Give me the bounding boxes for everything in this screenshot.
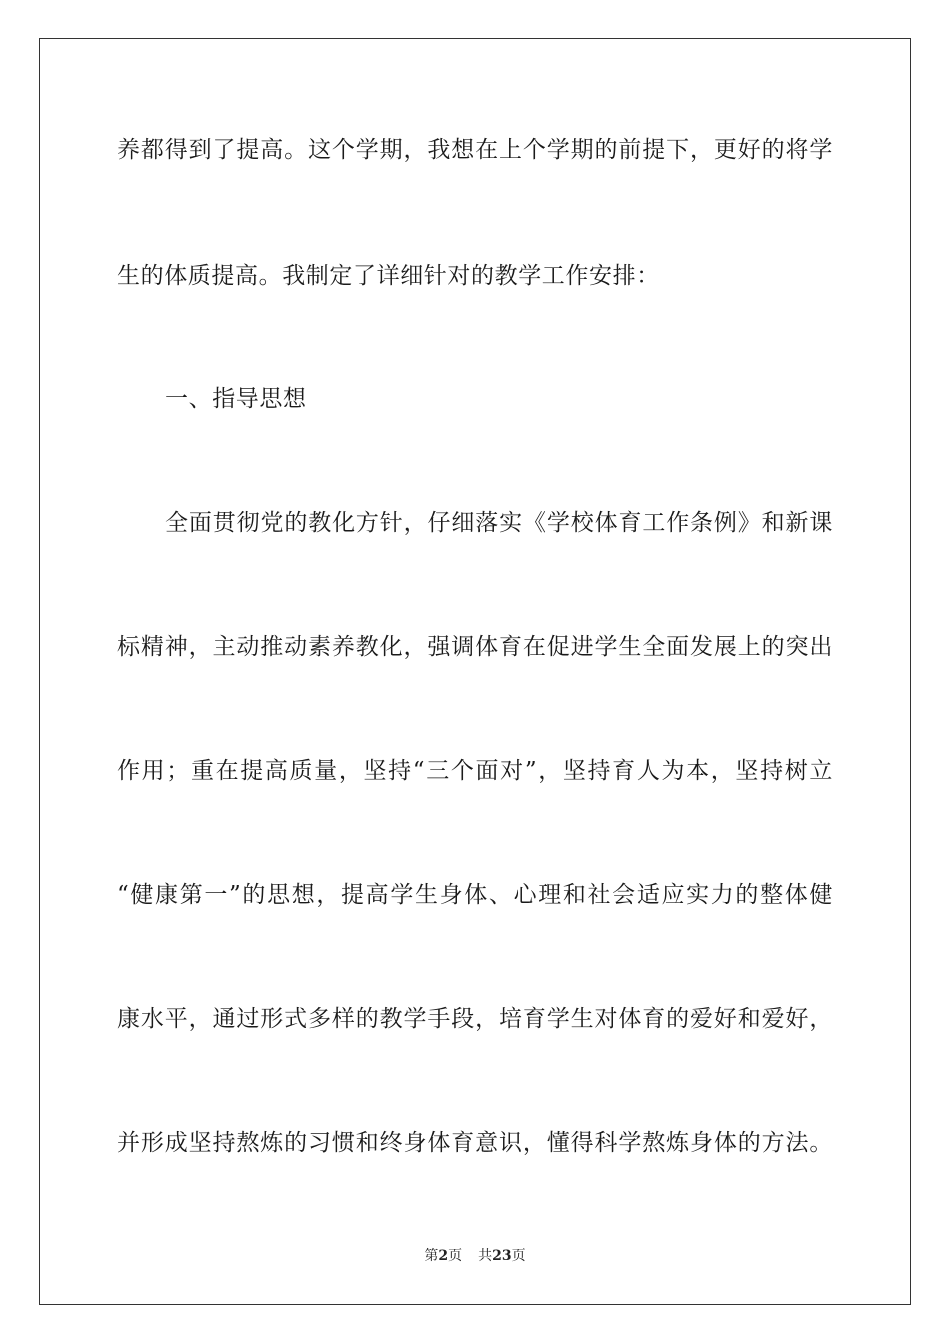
total-prefix: 共 xyxy=(478,1248,493,1264)
section-heading: 一、指导思想 xyxy=(165,386,307,412)
total-suffix: 页 xyxy=(511,1248,526,1264)
page-frame xyxy=(39,38,911,1305)
body-text-line-6: “健康第一”的思想，提高学生身体、心理和社会适应实力的整体健 xyxy=(117,882,833,908)
body-text-line-1: 养都得到了提高。这个学期，我想在上个学期的前提下，更好的将学 xyxy=(117,137,833,163)
page-prefix: 第 xyxy=(424,1248,439,1264)
total-pages: 23 xyxy=(492,1248,512,1264)
page-footer xyxy=(0,1246,950,1266)
body-text-line-4: 标精神，主动推动素养教化，强调体育在促进学生全面发展上的突出 xyxy=(117,634,833,660)
page-number: 2 xyxy=(438,1248,449,1264)
body-text-line-3: 全面贯彻党的教化方针，仔细落实《学校体育工作条例》和新课 xyxy=(165,510,833,536)
body-text-line-7: 康水平，通过形式多样的教学手段，培育学生对体育的爱好和爱好， xyxy=(117,1006,833,1032)
body-text-line-5: 作用；重在提高质量，坚持“三个面对”，坚持育人为本，坚持树立 xyxy=(117,758,833,784)
page-suffix: 页 xyxy=(448,1248,463,1264)
body-text-line-2: 生的体质提高。我制定了详细针对的教学工作安排： xyxy=(117,263,660,289)
body-text-line-8: 并形成坚持熬炼的习惯和终身体育意识，懂得科学熬炼身体的方法。 xyxy=(117,1130,833,1156)
